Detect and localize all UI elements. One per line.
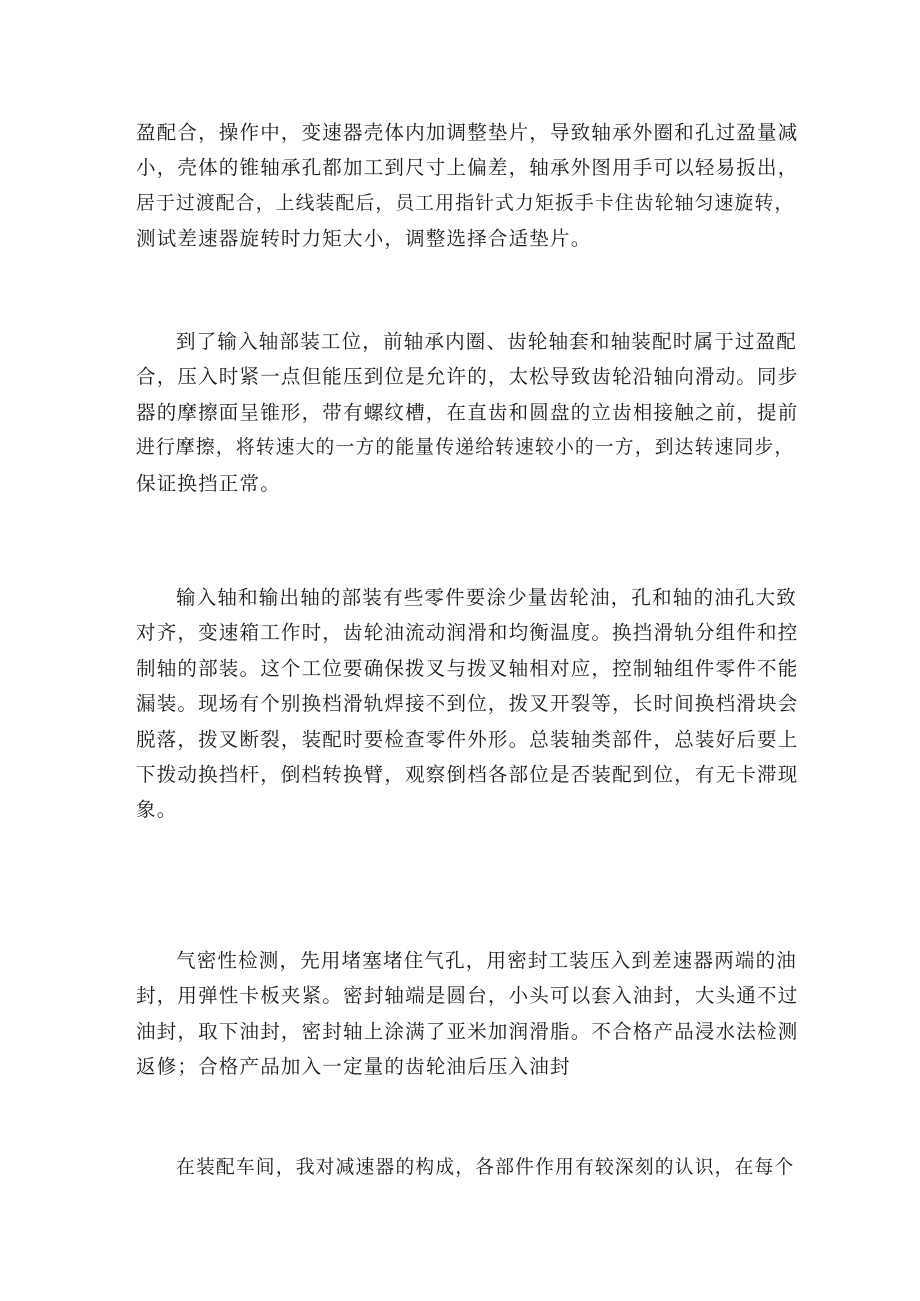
text-line: 合，压入时紧一点但能压到位是允许的，太松导致齿轮沿轴向滑动。同步 [136, 365, 799, 389]
text-line: 对齐，变速箱工作时，齿轮油流动润滑和均衡温度。换挡滑轨分组件和控 [136, 621, 799, 645]
paragraph-4 [136, 943, 799, 1085]
text-line: 小，壳体的锥轴承孔都加工到尺寸上偏差，轴承外图用手可以轻易扳出， [136, 156, 799, 180]
text-line: 漏装。现场有个别换档滑轨焊接不到位，拨叉开裂等，长时间换档滑块会 [136, 692, 799, 716]
text-line: 制轴的部装。这个工位要确保拨叉与拨叉轴相对应，控制轴组件零件不能 [136, 656, 799, 680]
text-line: 测试差速器旋转时力矩大小，调整选择合适垫片。 [136, 227, 592, 251]
paragraph-1 [136, 115, 799, 257]
text-line: 脱落，拨叉断裂，装配时要检查零件外形。总装轴类部件，总装好后要上 [136, 727, 799, 751]
paragraph-5 [136, 1150, 796, 1185]
paragraph-2 [136, 324, 799, 501]
text-line: 在装配车间，我对减速器的构成，各部件作用有较深刻的认识，在每个 [176, 1157, 795, 1178]
text-line: 保证换挡正常。 [136, 471, 281, 495]
text-line: 下拨动换挡杆，倒档转换臂，观察倒档各部位是否装配到位，有无卡滞现 [136, 763, 799, 787]
text-line: 进行摩擦，将转速大的一方的能量传递给转速较小的一方，到达转速同步， [136, 437, 795, 459]
text-line: 居于过渡配合，上线装配后，员工用指针式力矩扳手卡住齿轮轴匀速旋转， [136, 192, 795, 214]
text-line: 封，用弹性卡板夹紧。密封轴端是圆台，小头可以套入油封，大头通不过 [136, 984, 799, 1008]
paragraph-3 [136, 580, 799, 828]
text-line: 油封，取下油封，密封轴上涂满了亚米加润滑脂。不合格产品浸水法检测 [136, 1019, 799, 1043]
text-line: 盈配合，操作中，变速器壳体内加调整垫片，导致轴承外圈和孔过盈量减 [136, 121, 799, 144]
text-line: 输入轴和输出轴的部装有些零件要涂少量齿轮油，孔和轴的油孔大致 [176, 586, 798, 609]
text-line: 到了输入轴部装工位，前轴承内圈、齿轮轴套和轴装配时属于过盈配 [176, 330, 798, 353]
text-line: 象。 [136, 798, 178, 822]
text-line: 器的摩擦面呈锥形，带有螺纹槽，在直齿和圆盘的立齿相接触之前，提前 [136, 400, 799, 424]
text-line: 返修；合格产品加入一定量的齿轮油后压入油封 [136, 1055, 571, 1079]
text-line: 气密性检测，先用堵塞堵住气孔，用密封工装压入到差速器两端的油 [176, 949, 798, 972]
